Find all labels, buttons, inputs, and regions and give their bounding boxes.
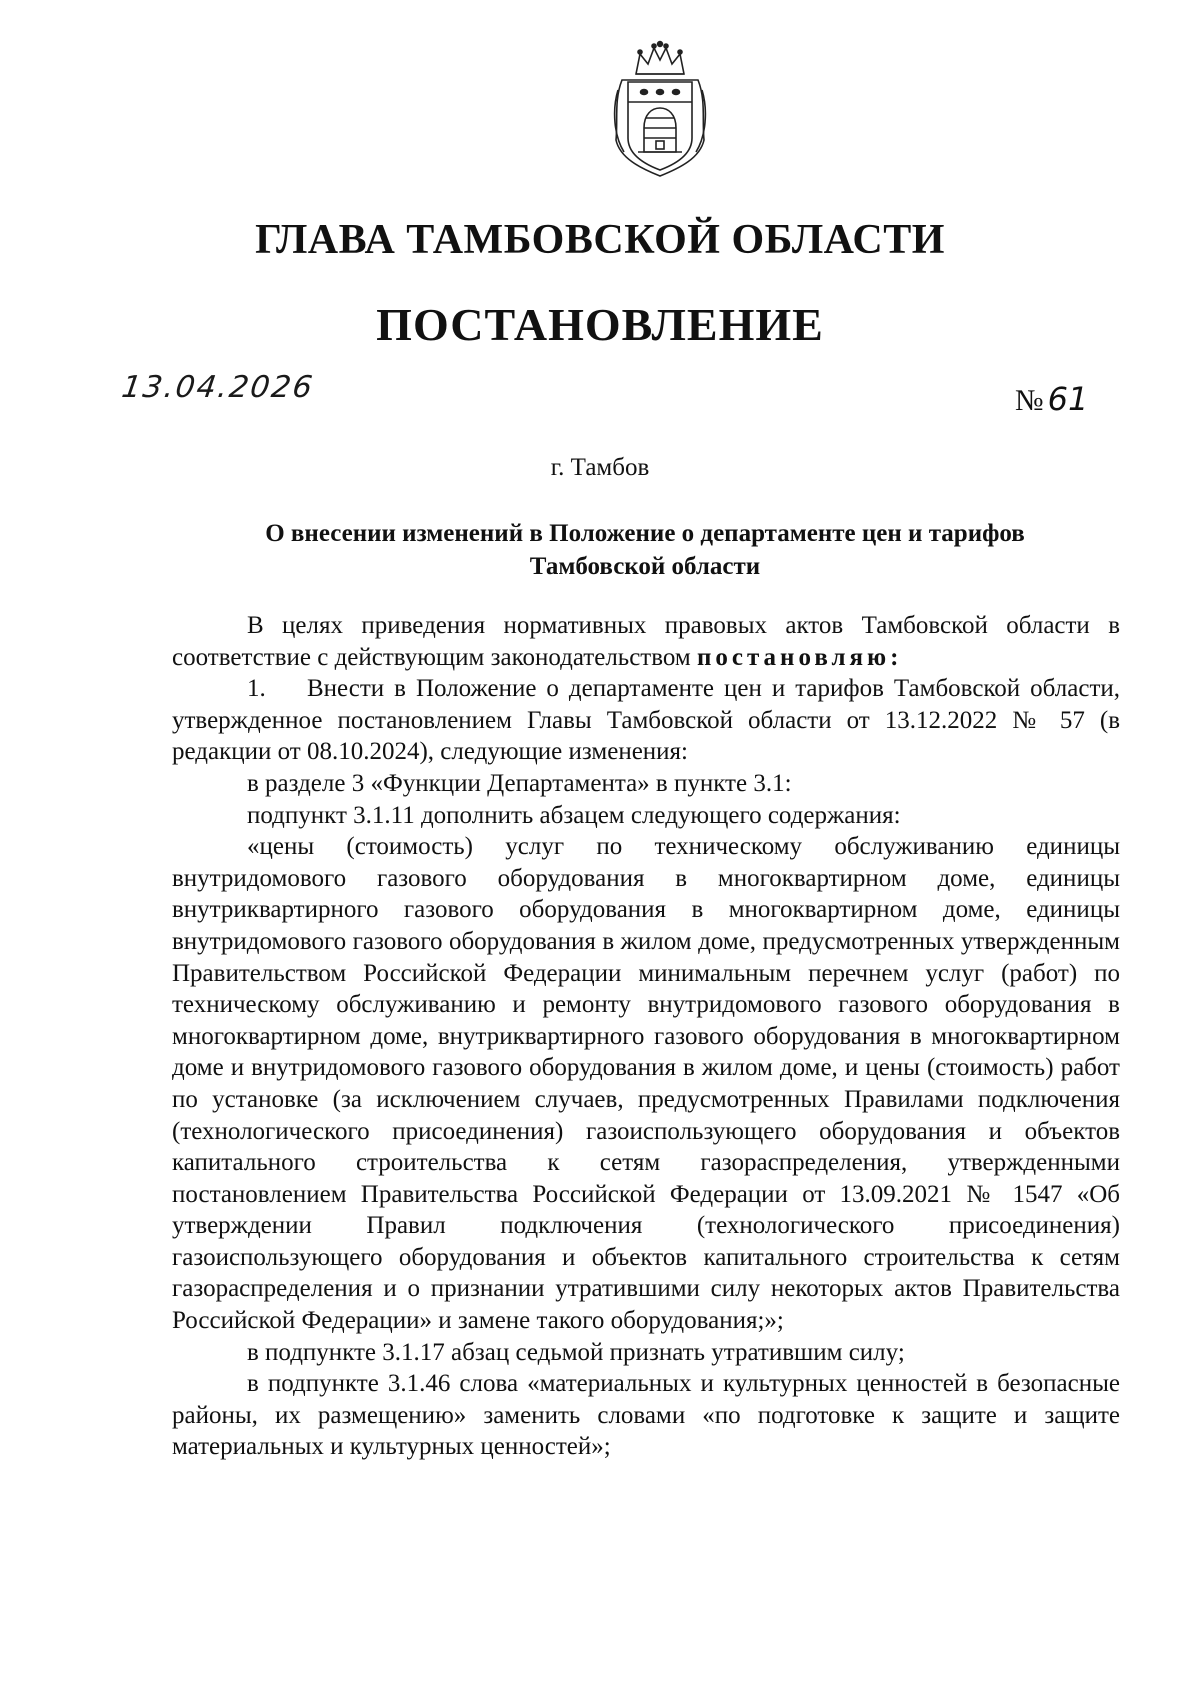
document-date: 13.04.2026 bbox=[119, 370, 317, 405]
subitem-3-1-46-paragraph: в подпункте 3.1.46 слова «материальных и культурных ценностей в безопасные районы, их размещению» заменить словами «по подготовке к защите и защите материальных и культурных ценностей»; bbox=[172, 1370, 1120, 1461]
preamble-paragraph bbox=[172, 610, 1120, 673]
coat-of-arms-icon bbox=[610, 40, 710, 182]
item-1-number: 1. bbox=[247, 675, 266, 703]
title-line-1: О внесении изменений в Положение о департаменте цен и тарифов bbox=[265, 520, 1025, 547]
document-body bbox=[172, 610, 1120, 1463]
decree-keyword-colon: : bbox=[890, 643, 903, 671]
preamble-text: В целях приведения нормативных правовых актов Тамбовской области в соответствие с действующим законодательством bbox=[172, 612, 1120, 671]
document-type: ПОСТАНОВЛЕНИЕ bbox=[376, 299, 824, 350]
subitem-3-1-17-paragraph: в подпункте 3.1.17 абзац седьмой признать утратившим силу; bbox=[247, 1338, 905, 1366]
number-sign: № bbox=[1015, 384, 1044, 417]
subitem-3-1-11-paragraph: подпункт 3.1.11 дополнить абзацем следующего содержания: bbox=[247, 801, 901, 829]
city-line: г. Тамбов bbox=[550, 454, 650, 481]
section-3-paragraph: в разделе 3 «Функции Департамента» в пункте 3.1: bbox=[247, 769, 792, 797]
document-title bbox=[170, 517, 1120, 583]
document-number bbox=[1015, 380, 1088, 418]
decree-keyword: постановляю bbox=[696, 643, 891, 671]
item-1-text: Внести в Положение о департаменте цен и тарифов Тамбовской области, утвержденное постановлением Главы Тамбовской области от 13.12.2022 № 57 (в редакции от 08.10.2024), следующие изменения: bbox=[172, 675, 1120, 766]
inserted-text-paragraph: «цены (стоимость) услуг по техническому обслуживанию единицы внутридомового газового оборудования в многоквартирном доме, единицы внутриквартирного газового оборудования в многоквартирном доме, единицы внутридомового газового оборудования в жилом доме, предусмотренных утвержденным Правительством Российской Федерации минимальным перечнем услуг (работ) по техническому обслуживанию и ремонту внутридомового газового оборудования в многоквартирном доме, внутриквартирного газового оборудования в многоквартирном доме и внутридомового газового оборудования в жилом доме, и цены (стоимость) работ по установке (за исключением случаев, предусмотренных Правилами подключения (технологического присоединения) газоиспользующего оборудования и объектов капитального строительства к сетям газораспределения, утвержденными постановлением Правительства Российской Федерации от 13.09.2021 № 1547 «Об утверждении Правил подключения (технологического присоединения) газоиспользующего оборудования и объектов капитального строительства к сетям газораспределения и о признании утратившими силу некоторых актов Правительства Российской Федерации» и замене такого оборудования;»; bbox=[172, 833, 1120, 1335]
number-value: 61 bbox=[1047, 380, 1089, 418]
issuing-authority: ГЛАВА ТАМБОВСКОЙ ОБЛАСТИ bbox=[255, 217, 945, 263]
item-1-paragraph bbox=[172, 673, 1120, 768]
title-line-2: Тамбовской области bbox=[529, 553, 761, 580]
